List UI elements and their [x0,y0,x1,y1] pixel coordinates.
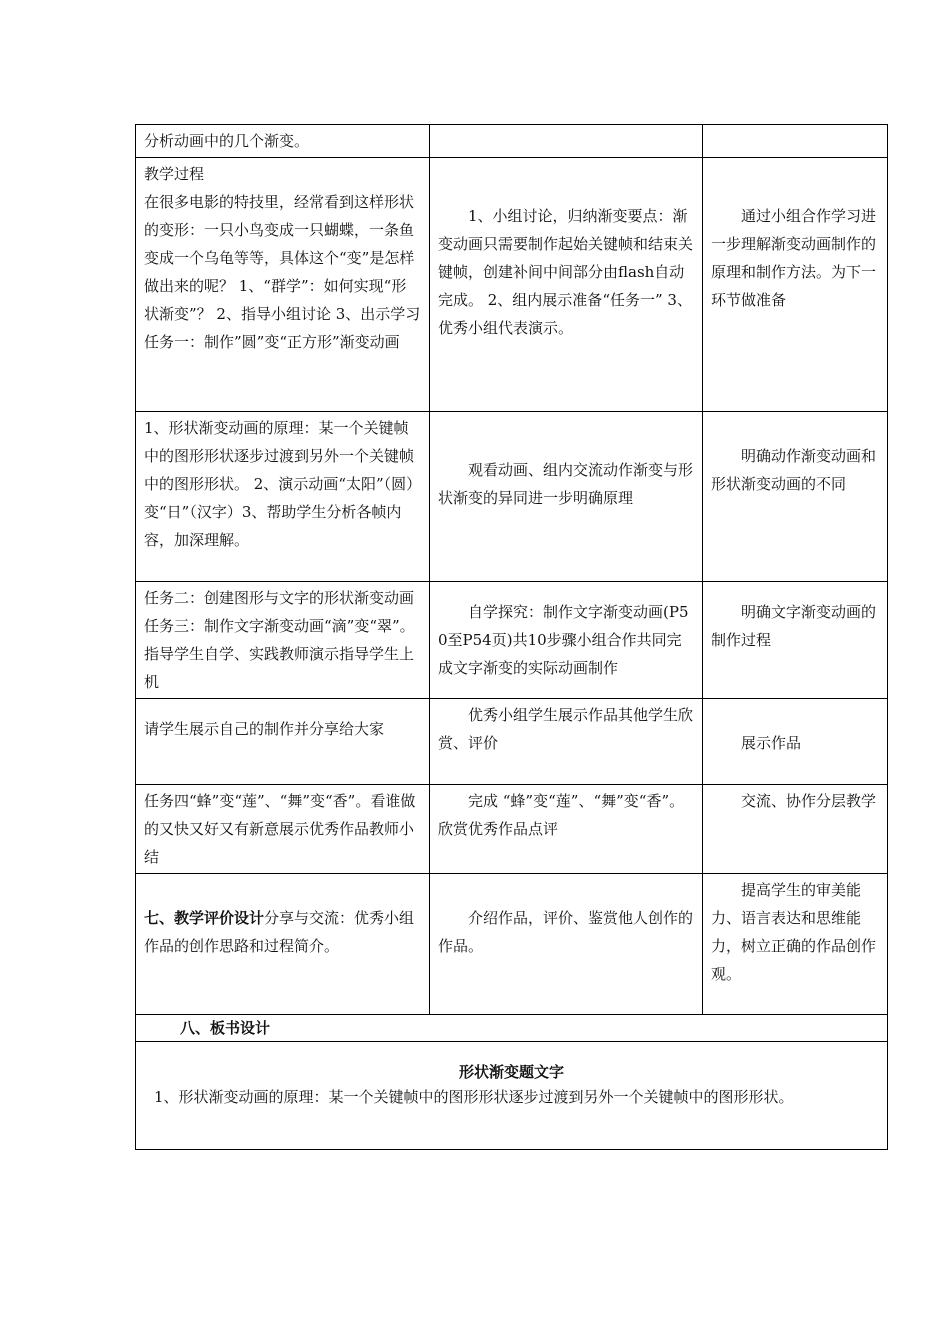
board-content [136,1042,888,1150]
cell-teacher-activity: 任务四“蜂”变“莲”、“舞”变“香”。看谁做的又快又好又有新意展示优秀作品教师小结 [136,785,430,874]
cell-text: 通过小组合作学习进一步理解渐变动画制作的原理和制作方法。为下一环节做准备 [711,207,877,309]
cell-text: 完成 “蜂”变“莲”、“舞”变“香”。 欣赏优秀作品点评 [438,792,697,838]
table-row [136,125,888,158]
board-header-row [136,1015,888,1042]
cell-text: 明确动作渐变动画和形状渐变动画的不同 [711,447,877,493]
cell-design-intent [703,158,888,412]
cell-student-activity [430,785,703,874]
cell-text: 提高学生的审美能力、语言表达和思维能力，树立正确的作品创作观。 [711,881,877,983]
board-header: 八、板书设计 [136,1015,888,1042]
cell-student-activity [430,874,703,1015]
cell-design-intent [703,412,888,582]
cell-text: 请学生展示自己的制作并分享给大家 [144,720,385,738]
section-title: 教学过程 [144,165,205,183]
cell-text: 介绍作品，评价、鉴赏他人创作的作品。 [438,909,694,955]
table-row [136,582,888,699]
cell-text: 展示作品 [741,734,802,752]
cell-teacher-activity [136,158,430,412]
cell-design-intent [703,785,888,874]
table-row [136,158,888,412]
cell-teacher-activity [136,699,430,785]
cell-student-activity [430,582,703,699]
cell-teacher-activity: 任务二：创建图形与文字的形状渐变动画任务三：制作文字渐变动画“滴”变“翠”。指导学生自学、实践教师演示指导学生上机 [136,582,430,699]
cell-design-intent [703,699,888,785]
lesson-plan-table [135,124,888,1150]
cell-student-activity [430,158,703,412]
cell-text: 自学探究：制作文字渐变动画(P50至P54页)共10步骤小组合作共同完成文字渐变的实际动画制作 [438,603,689,677]
table-row [136,699,888,785]
table-row [136,785,888,874]
section-heading: 七、教学评价设计 [144,909,265,927]
cell-text: 1、小组讨论，归纳渐变要点：渐变动画只需要制作起始关键帧和结束关键帧，创建补间中间部分由flash自动完成。 2、组内展示准备“任务一” 3、优秀小组代表演示。 [438,207,694,337]
cell-teacher-activity: 1、形状渐变动画的原理：某一个关键帧中的图形形状逐步过渡到另外一个关键帧中的图形形状。 2、演示动画“太阳”（圆）变“日”（汉字）3、帮助学生分析各帧内容，加深理解。 [136,412,430,582]
cell-design-intent [703,125,888,158]
cell-teacher-activity [136,874,430,1015]
cell-design-intent [703,582,888,699]
cell-student-activity [430,125,703,158]
cell-design-intent [703,874,888,1015]
board-line: 1、形状渐变动画的原理：某一个关键帧中的图形形状逐步过渡到另外一个关键帧中的图形形状。 [154,1088,794,1106]
cell-text: 在很多电影的特技里，经常看到这样形状的变形：一只小鸟变成一只蝴蝶，一条鱼变成一个乌龟等等，具体这个“变”是怎样做出来的呢？ 1、“群学”：如何实现“形状渐变”？ 2、指导小组讨论 3、出示学习任务一：制作”圆”变“正方形”渐变动画 [144,193,421,351]
cell-text: 明确文字渐变动画的制作过程 [711,603,877,649]
cell-text: 观看动画、组内交流动作渐变与形状渐变的异同进一步明确原理 [438,461,694,507]
cell-teacher-activity: 分析动画中的几个渐变。 [136,125,430,158]
cell-student-activity [430,412,703,582]
board-content-row [136,1042,888,1150]
table-row [136,874,888,1015]
table-row [136,412,888,582]
cell-student-activity [430,699,703,785]
cell-text: 分享与交流：优秀小组作品的创作思路和过程简介。 [144,909,415,955]
cell-text: 优秀小组学生展示作品其他学生欣赏、评价 [438,706,694,752]
cell-text: 交流、协作分层教学 [741,792,877,810]
board-title: 形状渐变题文字 [458,1063,564,1081]
